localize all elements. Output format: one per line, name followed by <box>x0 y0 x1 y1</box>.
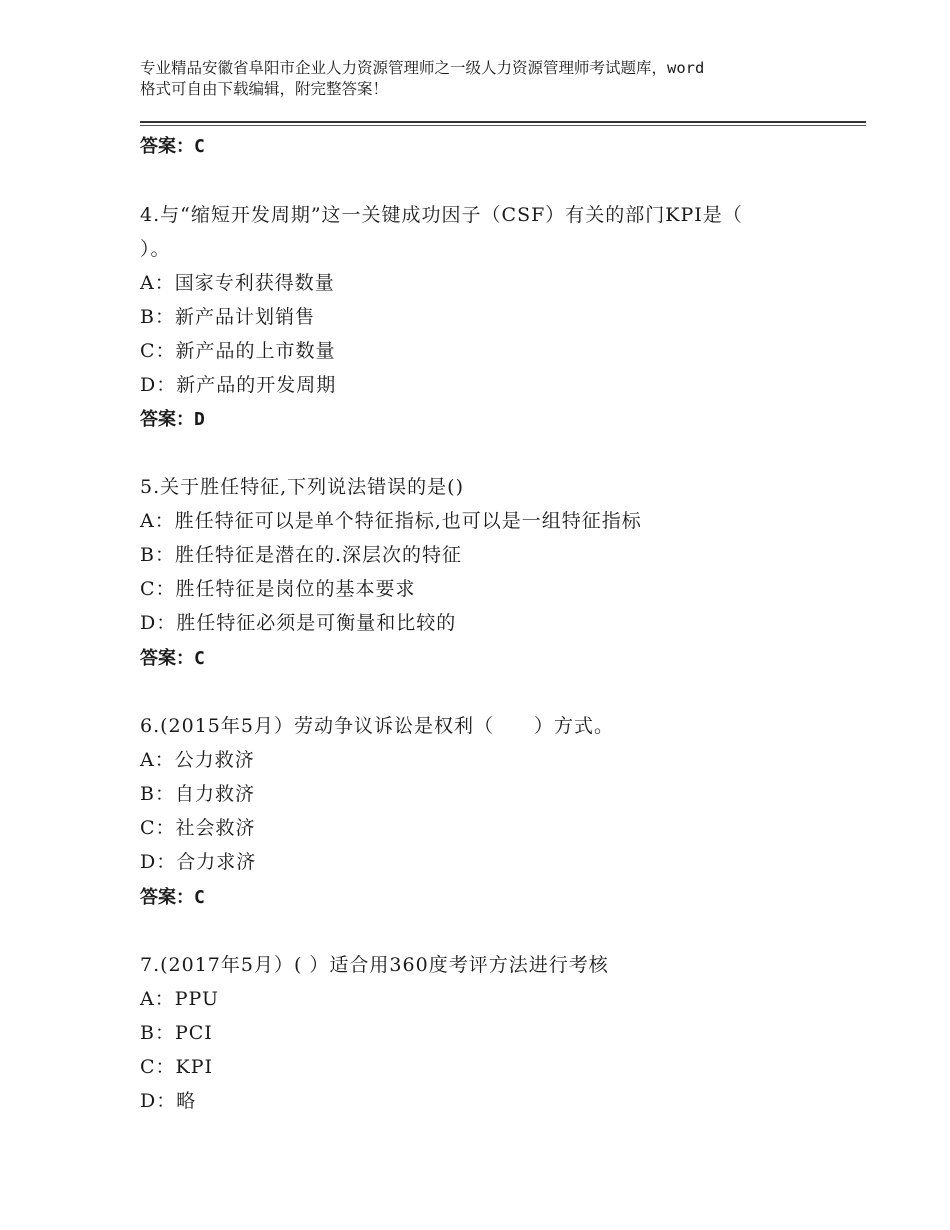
question-6-answer: 答案：C <box>140 887 205 908</box>
question-6-option-b: B：自力救济 <box>140 783 255 805</box>
question-5-option-c: C：胜任特征是岗位的基本要求 <box>140 578 416 600</box>
answer-previous: 答案：C <box>140 136 205 157</box>
document-header <box>140 58 830 100</box>
question-5-stem: 5.关于胜任特征,下列说法错误的是() <box>140 476 464 498</box>
question-7-option-b: B：PCI <box>140 1022 213 1044</box>
header-divider-thin <box>140 125 866 126</box>
question-4-stem: 4.与“缩短开发周期”这一关键成功因子（CSF）有关的部门KPI是（ <box>140 204 743 226</box>
question-5-option-d: D：胜任特征必须是可衡量和比较的 <box>140 612 457 634</box>
question-4-option-c: C：新产品的上市数量 <box>140 340 336 362</box>
question-7-stem: 7.(2017年5月）( ）适合用360度考评方法进行考核 <box>140 954 609 976</box>
question-4-option-b: B：新产品计划销售 <box>140 306 315 328</box>
question-6-option-d: D：合力求济 <box>140 851 257 873</box>
header-divider-thick <box>140 121 866 123</box>
question-6-stem: 6.(2015年5月）劳动争议诉讼是权利（ ）方式。 <box>140 715 614 737</box>
question-4-stem-cont: ）。 <box>140 238 171 260</box>
question-7-option-a: A：PPU <box>140 988 219 1010</box>
question-5-option-a: A：胜任特征可以是单个特征指标,也可以是一组特征指标 <box>140 510 642 532</box>
header-line-2: 格式可自由下载编辑，附完整答案！ <box>140 80 389 98</box>
question-5-option-b: B：胜任特征是潜在的.深层次的特征 <box>140 544 463 566</box>
question-5-answer: 答案：C <box>140 648 205 669</box>
question-7-option-c: C：KPI <box>140 1056 214 1078</box>
question-4-answer: 答案：D <box>140 409 205 430</box>
question-4-option-d: D：新产品的开发周期 <box>140 374 337 396</box>
question-7-option-d: D：略 <box>140 1090 197 1112</box>
header-line-1: 专业精品安徽省阜阳市企业人力资源管理师之一级人力资源管理师考试题库，word <box>140 59 705 77</box>
question-4-option-a: A：国家专利获得数量 <box>140 272 335 294</box>
question-6-option-c: C：社会救济 <box>140 817 256 839</box>
question-6-option-a: A：公力救济 <box>140 749 255 771</box>
